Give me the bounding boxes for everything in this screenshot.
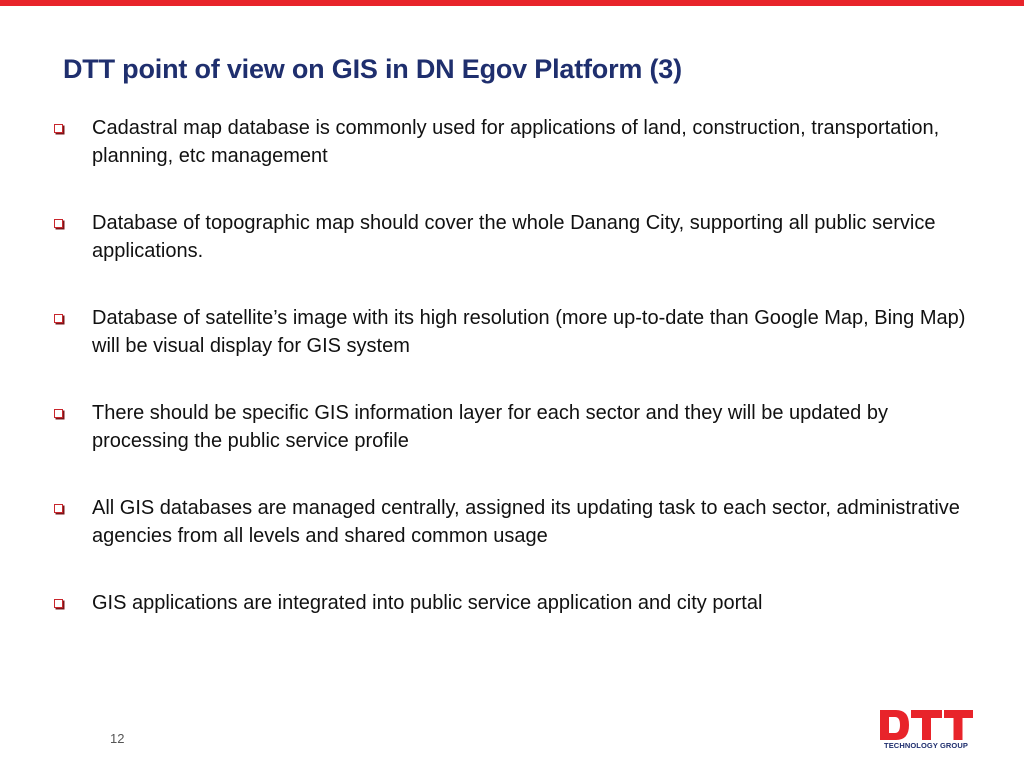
square-bullet-icon <box>54 599 63 608</box>
bullet-list <box>52 114 972 656</box>
bullet-item <box>52 494 972 550</box>
bullet-item <box>52 304 972 360</box>
square-bullet-icon <box>54 124 63 133</box>
logo-caption: TECHNOLOGY GROUP <box>884 741 968 750</box>
bullet-text: All GIS databases are managed centrally, assigned its updating task to each sector, administrative agencies from all levels and shared common usage <box>92 497 960 547</box>
bullet-text: Database of topographic map should cover the whole Danang City, supporting all public service applications. <box>92 212 936 262</box>
bullet-text: Database of satellite’s image with its high resolution (more up-to-date than Google Map, Bing Map) will be visual display for GIS system <box>92 307 966 357</box>
bullet-item <box>52 114 972 170</box>
bullet-item <box>52 209 972 265</box>
bullet-text: Cadastral map database is commonly used for applications of land, construction, transportation, planning, etc management <box>92 117 940 167</box>
top-accent-bar <box>0 0 1024 6</box>
bullet-item <box>52 399 972 455</box>
bullet-item <box>52 589 972 617</box>
bullet-text: There should be specific GIS information layer for each sector and they will be updated by processing the public service profile <box>92 402 888 452</box>
square-bullet-icon <box>54 504 63 513</box>
square-bullet-icon <box>54 409 63 418</box>
page-number: 12 <box>110 731 125 746</box>
square-bullet-icon <box>54 219 63 228</box>
square-bullet-icon <box>54 314 63 323</box>
slide-title: DTT point of view on GIS in DN Egov Platform (3) <box>63 54 682 84</box>
bullet-text: GIS applications are integrated into public service application and city portal <box>92 592 763 614</box>
